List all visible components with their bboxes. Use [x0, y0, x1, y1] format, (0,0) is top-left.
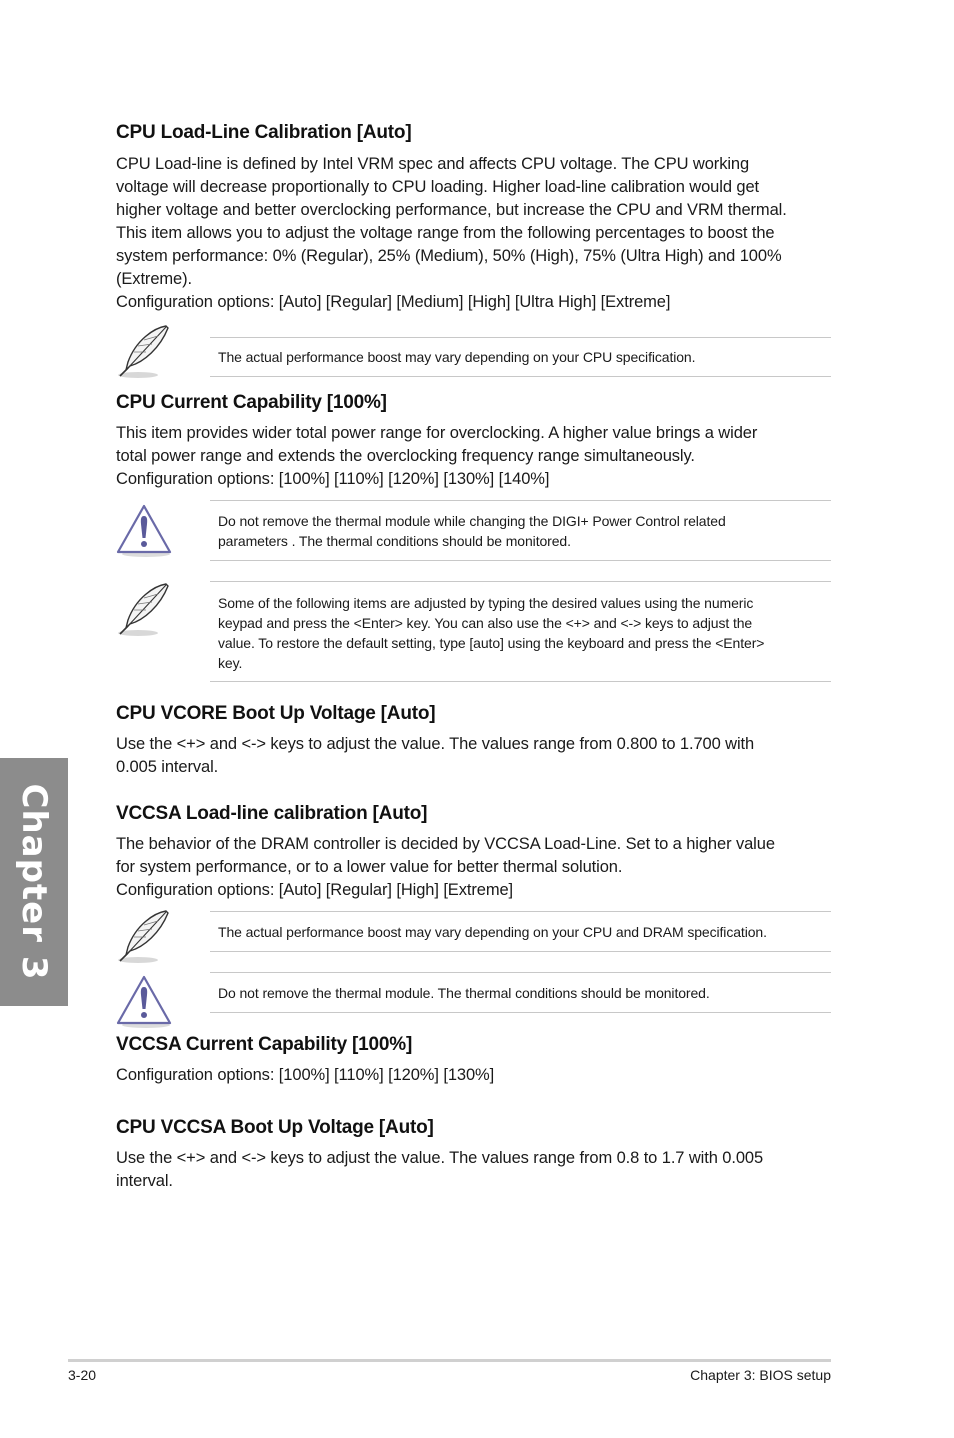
paragraph-vccsa-boot: Use the <+> and <-> keys to adjust the value. The values range from 0.8 to 1.7 with 0.005 interval. — [116, 1149, 764, 1190]
heading-vccsa-boot: CPU VCCSA Boot Up Voltage [Auto] — [116, 1117, 434, 1138]
note-box-vccsa — [210, 911, 831, 952]
feather-pen-icon — [114, 907, 174, 963]
note-text: Some of the following items are adjusted by typing the desired values using the numeric keypad and press the <Enter> key. You can also use the <+> and <-> keys to adjust the value. To restore the default setting, type [auto] using the keyboard and press the <Enter> key. — [218, 595, 765, 671]
paragraph-cpu-current: This item provides wider total power range for overclocking. A higher value brings a wider total power range and extends the overclocking frequency range simultaneously. Configuration options: [100%] [110%] [120%] [130%] [140%] — [116, 424, 758, 488]
heading-cpu-current: CPU Current Capability [100%] — [116, 392, 387, 413]
paragraph-vcore: Use the <+> and <-> keys to adjust the value. The values range from 0.800 to 1.700 with 0.005 interval. — [116, 735, 755, 776]
paragraph-vccsa-llc: The behavior of the DRAM controller is decided by VCCSA Load-Line. Set to a higher value for system performance, or to a lower value for better thermal solution. Configuration options: [Auto] [Regular] [High] [Extreme] — [116, 835, 775, 899]
note-text: The actual performance boost may vary depending on your CPU specification. — [218, 349, 696, 365]
heading-vcore: CPU VCORE Boot Up Voltage [Auto] — [116, 703, 436, 724]
footer-rule — [68, 1359, 831, 1362]
note-text: The actual performance boost may vary depending on your CPU and DRAM specification. — [218, 924, 767, 940]
footer-chapter-title: Chapter 3: BIOS setup — [690, 1367, 831, 1383]
note-box-keypad — [210, 581, 831, 682]
heading-vccsa-llc: VCCSA Load-line calibration [Auto] — [116, 803, 428, 824]
warning-triangle-icon — [114, 502, 174, 558]
feather-pen-icon — [114, 580, 174, 636]
caution-box-cpu-current — [210, 500, 831, 561]
caution-text: Do not remove the thermal module. The thermal conditions should be monitored. — [218, 985, 710, 1001]
caution-text: Do not remove the thermal module while changing the DIGI+ Power Control related parameters . The thermal conditions should be monitored. — [218, 513, 726, 549]
heading-vccsa-current: VCCSA Current Capability [100%] — [116, 1034, 413, 1055]
chapter-side-tab — [0, 758, 68, 1006]
heading-cpu-llc: CPU Load-Line Calibration [Auto] — [116, 122, 412, 143]
warning-triangle-icon — [114, 973, 174, 1029]
paragraph-vccsa-current: Configuration options: [100%] [110%] [120%] [130%] — [116, 1066, 495, 1084]
feather-pen-icon — [114, 322, 174, 378]
caution-box-vccsa — [210, 972, 831, 1013]
chapter-tab-label: Chapter 3 — [14, 783, 54, 981]
note-box-cpu-llc — [210, 337, 831, 377]
page-number: 3-20 — [68, 1367, 97, 1383]
paragraph-cpu-llc: CPU Load-line is defined by Intel VRM spec and affects CPU voltage. The CPU working voltage will decrease proportionally to CPU loading. Higher load-line calibration would get higher voltage and better overclocking performance, but increase the CPU and VRM thermal. This item allows you to adjust the voltage range from the following percentages to boost the system performance: 0% (Regular), 25% (Medium), 50% (High), 75% (Ultra High) and 100% (Extreme). Configuration options: [Auto] [Regular] [Medium] [High] [Ultra High] [Extreme] — [116, 155, 787, 311]
